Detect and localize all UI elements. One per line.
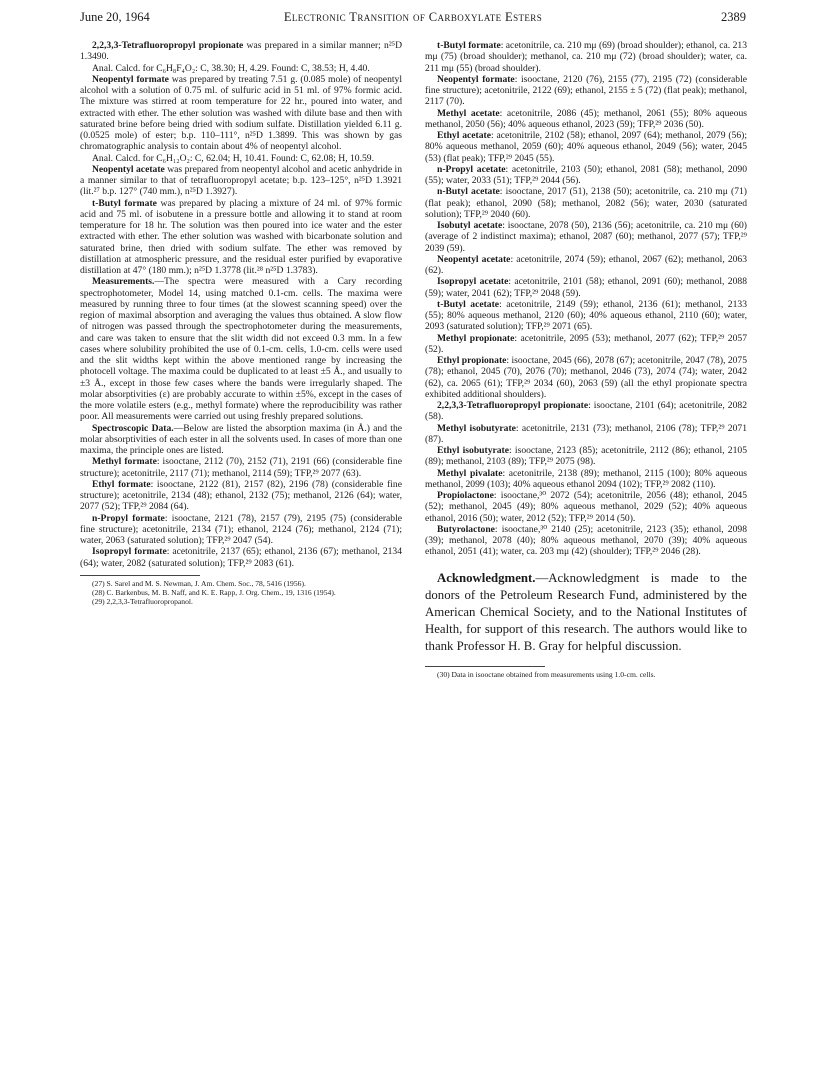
page-number: 2389: [721, 10, 746, 24]
paragraph-me-form: [80, 456, 402, 479]
paragraph-heading: Neopentyl acetate: [437, 253, 511, 265]
paragraph-text: : acetonitrile, 2137 (65); ethanol, 2136 (67); methanol, 2134 (64); water, 2082 (saturated solution); TFP,²⁹ 2083 (61).: [80, 546, 403, 569]
paragraph-text: Anal. Calcd. for C₆H₈F₄O₂: C, 38.30; H, 4.29. Found: C, 38.53; H, 4.40.: [92, 62, 370, 74]
paragraph-tfp-prop2: [425, 400, 747, 423]
acknowledgment-paragraph: [425, 570, 747, 656]
paragraph-text: was prepared in a similar manner; n²⁵D 1.3490.: [80, 40, 402, 63]
paragraph-heading: Isopropyl formate: [92, 546, 167, 558]
footnote: (27) S. Sarel and M. S. Newman, J. Am. Chem. Soc., 78, 5416 (1956).: [92, 578, 306, 588]
paragraph-et-acet: [425, 130, 747, 164]
paragraph-text: : isooctane, 2123 (85); acetonitrile, 2112 (86); ethanol, 2105 (89); methanol, 2103 (89); TFP,²⁹ 2075 (98).: [425, 445, 747, 468]
paragraph-text: : isooctane, 2078 (50), 2136 (56); acetonitrile, ca. 210 mμ (60) (average of 2 indistinct maxima); ethanol, 2087 (60); methanol, 2077 (57); TFP,²⁹ 2039 (59).: [425, 220, 748, 254]
paragraph-text: : acetonitrile, ca. 210 mμ (69) (broad shoulder); ethanol, ca. 213 mμ (75) (broad shoulder); methanol, ca. 210 mμ (72) (broad shoulder); water, ca. 211 mμ (55) (broad shoulder).: [425, 40, 747, 74]
paragraph-ibu-acet: [425, 220, 747, 254]
paragraph-nbu-acet: [425, 186, 747, 220]
paragraph-heading: Spectroscopic Data.: [92, 422, 174, 434]
paragraph-heading: Ethyl acetate: [437, 130, 491, 141]
paragraph-text: Anal. Calcd. for C₆H₁₂O₂: C, 62.04; H, 10.41. Found: C, 62.08; H, 10.59.: [92, 152, 374, 164]
paragraph-heading: Methyl isobutyrate: [437, 422, 516, 434]
paragraph-text: —The spectra were measured with a Cary recording spectrophotometer, Model 14, using matched 0.1-cm. cells. The maxima were measured by running three to four times (at the slowest scanning speed) over the region of maximal absorption and averaging the values thus obtained. A slow flow of nitrogen was passed through the spectrophotometer during the measurements, and care was taken to ensure that the slit width did not exceed 0.3 mm. In a few cases where solubility prohibited the use of 0.1-cm. cells, 1.0-cm. cells were used and the slit widths kept within the above mentioned range by increasing the photocell voltage. The maxima could be duplicated to at least ±5 Å., and usually to ±3 Å., except in those few cases where the bands were irregularly shaped. The molar absorptivities (ε) are probably accurate to within ±5%, except in the cases of the more volatile esters (e.g., methyl formate) where the reproducibility was rather poor. All measurements were carried out using freshly prepared solutions.: [80, 276, 402, 423]
paragraph-heading: Neopentyl formate: [92, 73, 169, 85]
paragraph-text: was prepared from neopentyl alcohol and acetic anhydride in a manner similar to that of tetrafluoropropyl acetate; b.p. 123–125°, n²⁵D 1.3921 (lit.²⁷ b.p. 127° (740 mm.), n²⁵D 1.3927).: [80, 163, 402, 198]
paragraph-ipr-acet: [425, 276, 747, 299]
paragraph-text: : isooctane, 2120 (76), 2155 (77), 2195 (72) (considerable fine structure); acetonitrile, 2122 (69); ethanol, 2155 ± 5 (72) (flat peak); methanol, 2117 (70).: [425, 73, 748, 108]
paragraph-tbut-form: [80, 198, 402, 277]
footnote: (30) Data in isooctane obtained from measurements using 1.0-cm. cells.: [437, 669, 656, 679]
paragraph-heading: Ethyl isobutyrate: [437, 445, 510, 456]
paragraph-et-ibut: [425, 445, 747, 468]
paragraph-text: : acetonitrile, 2101 (58); ethanol, 2091 (60); methanol, 2088 (59); water, 2041 (62); TFP,²⁹ 2048 (59).: [425, 276, 747, 299]
paragraph-heading: Methyl propionate: [437, 332, 515, 344]
header-date: June 20, 1964: [80, 10, 150, 24]
paragraph-me-ibut: [425, 423, 747, 446]
paragraph-heading: t-Butyl formate: [437, 40, 501, 51]
paragraph-heading: t-Butyl formate: [92, 197, 157, 209]
paragraph-text: : isooctane, 2045 (66), 2078 (67); acetonitrile, 2047 (78), 2075 (78); ethanol, 2045 (70), 2076 (70); methanol, 2046 (73), 2074 (74); water, 2042 (62), ca. 2065 (61); TFP,²⁹ 2034 (60), 2063 (59) (all the ethyl propionate spectra exhibited additional shoulders).: [425, 355, 748, 400]
right-column: [425, 40, 747, 679]
paragraph-text: was prepared by placing a mixture of 24 ml. of 97% formic acid and 75 ml. of isobutene in a pressure bottle and allowing it to stand at room temperature for 18 hr. The solution was then poured into ice water and the ester extracted with ether. The ether solution was washed with bicarbonate solution and saturated brine, then dried with sodium sulfate. The ether was removed by distillation at atmospheric pressure, and the residual ester purified by evaporative distillation at 47° (180 mm.); n²⁵D 1.3778 (lit.²⁸ n²⁵D 1.3783).: [80, 197, 403, 276]
paragraph-text: : acetonitrile, 2095 (53); methanol, 2077 (62); TFP,²⁹ 2057 (52).: [425, 332, 747, 355]
paragraph-anal1: [80, 63, 402, 74]
paragraph-text: : isooctane, 2121 (78), 2157 (79), 2195 (75) (considerable fine structure); acetonitrile, 2134 (71); ethanol, 2124 (76); methanol, 2124 (71); water, 2063 (saturated solution); TFP,²⁹ 2047 (54).: [80, 512, 402, 546]
paragraph-text: : acetonitrile, 2074 (59); ethanol, 2067 (62); methanol, 2063 (62).: [425, 253, 748, 276]
paragraph-heading: Methyl pivalate: [437, 467, 503, 479]
paragraph-text: : isooctane, 2017 (51), 2138 (50); acetonitrile, ca. 210 mμ (71) (flat peak); ethanol, 2090 (58); methanol, 2082 (56); water, 2030 (saturated solution); TFP,²⁹ 2040 (60).: [425, 186, 747, 220]
paragraph-npr-acet: [425, 164, 747, 187]
paragraph-heading: Measurements.: [92, 276, 155, 288]
paragraph-heading: Propiolactone: [437, 490, 494, 501]
paragraph-neop-acet: [80, 164, 402, 198]
paragraph-text: : isooctane, 2101 (64); acetonitrile, 2082 (58).: [425, 400, 747, 423]
ack-heading: Acknowledgment.: [437, 570, 536, 585]
paragraph-heading: Methyl acetate: [437, 107, 500, 119]
paragraph-heading: Neopentyl acetate: [92, 163, 165, 175]
paragraph-tfp-prop: [80, 40, 402, 63]
paragraph-text: : acetonitrile, 2103 (50); ethanol, 2081 (58); methanol, 2090 (55); water, 2033 (51); TFP,²⁹ 2044 (56).: [425, 163, 748, 186]
ack-text: —Acknowledgment is made to the donors of the Petroleum Research Fund, administered by the American Chemical Society, and to the National Institutes of Health, for support of this research. The authors would like to thank Professor H. B. Gray for helpful discussion.: [425, 570, 747, 654]
paragraph-text: : acetonitrile, 2102 (58); ethanol, 2097 (64); methanol, 2079 (56); 80% aqueous methanol, 2059 (60); 40% aqueous ethanol, 2049 (56); water, 2045 (53) (flat peak); TFP,²⁹ 2045 (55).: [425, 130, 747, 164]
paragraph-tbut-form2: [425, 40, 747, 74]
paragraph-heading: Ethyl propionate: [437, 355, 507, 366]
paragraph-text: —Below are listed the absorption maxima (in Å.) and the molar absorptivities of each ester in all the solvents used. In cases of more than one maxima, the principle ones are listed.: [80, 422, 402, 456]
paragraph-text: : acetonitrile, 2131 (73); methanol, 2106 (78); TFP,²⁹ 2071 (87).: [425, 422, 747, 445]
right-footnotes: [425, 670, 747, 679]
left-paragraphs: [80, 40, 402, 569]
paragraph-neop-form2: [425, 74, 747, 108]
paragraph-text: : acetonitrile, 2138 (89); methanol, 2115 (100); 80% aqueous methanol, 2099 (103); 40% aqueous ethanol 2094 (102); TFP,²⁹ 2082 (110).: [425, 467, 747, 490]
right-paragraphs: [425, 40, 747, 558]
paragraph-text: : isooctane,³⁰ 2072 (54); acetonitrile, 2056 (48); ethanol, 2045 (52); methanol, 2045 (49); 80% aqueous methanol, 2029 (52); 40% aqueous ethanol, 2016 (50); water, 2012 (52); TFP,²⁹ 2014 (50).: [425, 490, 747, 524]
paragraph-neop-form: [80, 74, 402, 153]
paragraph-heading: 2,2,3,3-Tetrafluoropropyl propionate: [437, 400, 589, 411]
paragraph-heading: n-Propyl acetate: [437, 163, 506, 175]
paragraph-et-form: [80, 479, 402, 513]
footnote: (28) C. Barkenbus, M. B. Naff, and K. E. Rapp, J. Org. Chem., 19, 1316 (1954).: [92, 587, 336, 597]
paragraph-text: was prepared by treating 7.51 g. (0.085 mole) of neopentyl alcohol with a solution of 0.75 ml. of sulfuric acid in 51 ml. of 97% formic acid. The mixture was stirred at room temperature for 22 hr., poured into water, and extracted with ether. The ether solution was washed with dilute base and then with saturated brine before being dried with sodium sulfate. Distillation yielded 6.11 g. (0.0525 mole) of ester; b.p. 110–111°, n²⁵D 1.3899. This was shown by gas chromatographic analysis to contain about 4% of neopentyl alcohol.: [80, 73, 402, 153]
paragraph-text: : acetonitrile, 2149 (59); ethanol, 2136 (61); methanol, 2133 (55); 80% aqueous methanol, 2120 (60); 40% aqueous ethanol, 2110 (60); water, 2093 (saturated solution); TFP,²⁹ 2071 (65).: [425, 298, 747, 333]
left-column: [80, 40, 402, 606]
paragraph-butyro: [425, 524, 747, 558]
paragraph-heading: t-Butyl acetate: [437, 298, 500, 310]
paragraph-heading: Neopentyl formate: [437, 73, 515, 85]
paragraph-spectro: [80, 423, 402, 457]
paragraph-me-acet: [425, 108, 747, 131]
paragraph-heading: Isopropyl acetate: [437, 276, 509, 288]
paragraph-heading: Isobutyl acetate: [437, 220, 503, 231]
left-footnotes: [80, 579, 402, 606]
paragraph-anal2: [80, 153, 402, 164]
paragraph-propio: [425, 490, 747, 524]
paragraph-me-piv: [425, 468, 747, 491]
paragraph-heading: n-Butyl acetate: [437, 186, 500, 198]
paragraph-heading: 2,2,3,3-Tetrafluoropropyl propionate: [92, 40, 244, 51]
paragraph-et-prop: [425, 355, 747, 400]
paragraph-text: : isooctane, 2122 (81), 2157 (82), 2196 (78) (considerable fine structure); acetonitrile, 2134 (48); ethanol, 2132 (75); methanol, 2126 (64); water, 2077 (52); TFP,²⁹ 2084 (64).: [80, 478, 402, 513]
paragraph-tbu-acet: [425, 299, 747, 333]
paragraph-neop-acet2: [425, 254, 747, 277]
footnote-rule-right: [425, 666, 545, 667]
paragraph-measurements: [80, 276, 402, 422]
footnote: (29) 2,2,3,3-Tetrafluoropropanol.: [92, 596, 193, 606]
header-title: Electronic Transition of Carboxylate Esters: [283, 10, 543, 24]
paragraph-heading: n-Propyl formate: [92, 512, 165, 524]
paragraph-npr-form: [80, 513, 402, 547]
footnote-rule: [80, 575, 200, 576]
paragraph-heading: Ethyl formate: [92, 478, 151, 490]
paragraph-text: : acetonitrile, 2086 (45); methanol, 2061 (55); 80% aqueous methanol, 2050 (56); 40% aqueous ethanol, 2023 (59); TFP,²⁹ 2036 (50).: [425, 107, 747, 130]
running-header: [80, 10, 746, 28]
paragraph-ipr-form: [80, 546, 402, 569]
paragraph-heading: Butyrolactone: [437, 523, 495, 535]
paragraph-text: : isooctane,³⁰ 2140 (25); acetonitrile, 2123 (35); ethanol, 2098 (39); methanol, 2078 (40); 80% aqueous methanol, 2070 (39); 40% aqueous ethanol, 2051 (41); water, ca. 203 mμ (42) (shoulder); TFP,²⁹ 2046 (28).: [425, 523, 747, 558]
paragraph-me-prop: [425, 333, 747, 356]
paragraph-text: : isooctane, 2112 (70), 2152 (71), 2191 (66) (considerable fine structure); acetonitrile, 2117 (71); methanol, 2114 (59); TFP,²⁹ 2077 (63).: [80, 456, 402, 479]
paragraph-heading: Methyl formate: [92, 456, 157, 468]
